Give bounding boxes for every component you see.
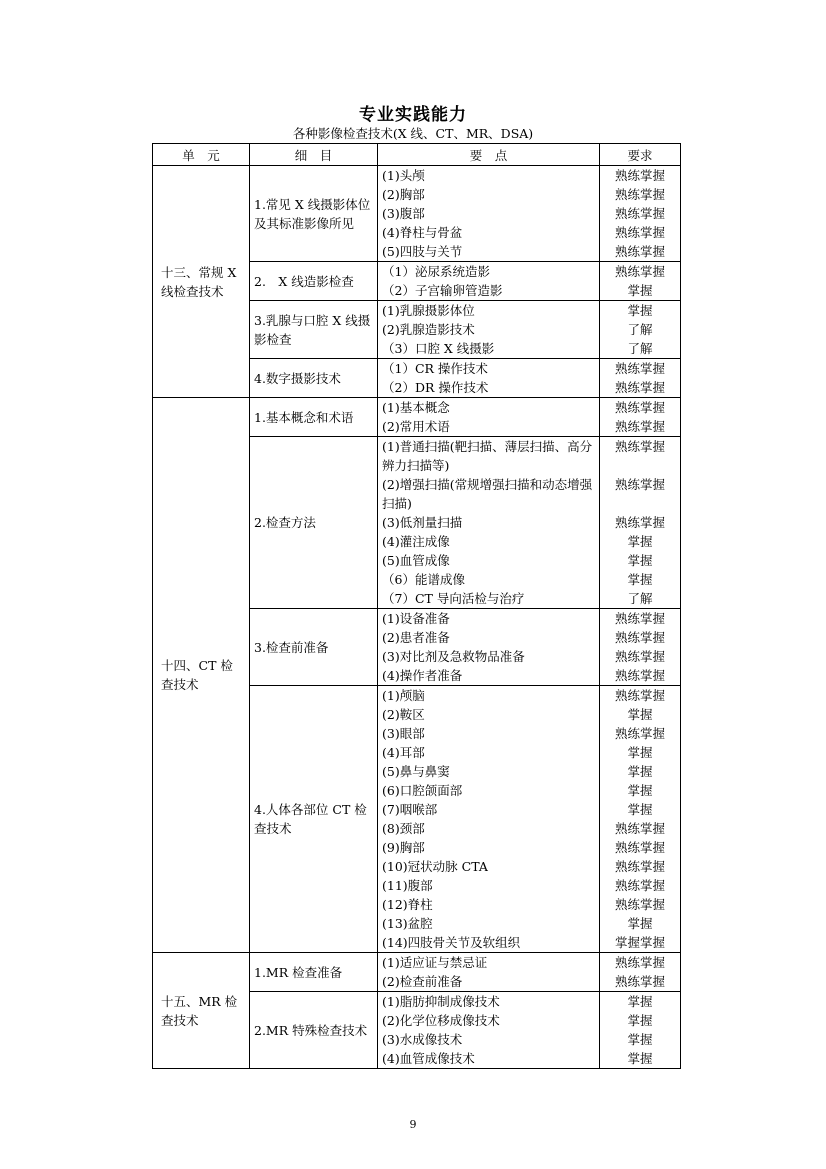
point-line: (2)患者准备	[382, 630, 450, 645]
requirement-line: 了解	[627, 322, 653, 337]
requirements-cell	[600, 953, 681, 992]
header-item: 细 目	[250, 144, 378, 166]
requirement-line: 掌握	[627, 283, 653, 298]
requirement-line: 熟练掌握	[614, 168, 665, 183]
requirement-line: 熟练掌握	[614, 264, 665, 279]
point-line: (2)鞍区	[382, 707, 425, 722]
point-line: (1)基本概念	[382, 400, 450, 415]
table-body	[153, 166, 681, 1069]
points-cell	[378, 686, 600, 953]
requirements-cell	[600, 437, 681, 609]
point-line: (12)脊柱	[382, 897, 433, 912]
requirement-line: 熟练掌握	[614, 380, 665, 395]
requirement-line: 熟练掌握	[614, 649, 665, 664]
header-requirement: 要求	[600, 144, 681, 166]
item-cell: 4.数字摄影技术	[250, 359, 378, 398]
requirement-line: 熟练掌握	[614, 840, 665, 855]
requirements-cell	[600, 992, 681, 1069]
item-cell: 1.常见 X 线摄影体位及其标准影像所见	[250, 166, 378, 262]
points-cell	[378, 609, 600, 686]
requirements-cell	[600, 609, 681, 686]
table-row	[153, 398, 681, 437]
requirement-line: 熟练掌握	[614, 897, 665, 912]
point-line: (3)腹部	[382, 206, 425, 221]
requirements-cell	[600, 262, 681, 301]
requirement-spacer	[600, 494, 680, 513]
point-line: (3)眼部	[382, 726, 425, 741]
point-line: （6）能谱成像	[382, 572, 465, 587]
point-line: (4)血管成像技术	[382, 1051, 475, 1066]
table-header-row	[153, 144, 681, 166]
requirement-line: 熟练掌握	[614, 400, 665, 415]
points-cell	[378, 359, 600, 398]
requirement-line: 掌握	[627, 783, 653, 798]
requirement-line: 了解	[627, 591, 653, 606]
point-line: （3）口腔 X 线摄影	[382, 341, 495, 356]
point-line: （1）泌尿系统造影	[382, 264, 490, 279]
requirement-line: 熟练掌握	[614, 439, 665, 454]
requirement-line: 掌握	[627, 1032, 653, 1047]
point-line: (5)四肢与关节	[382, 244, 463, 259]
point-line: (6)口腔颌面部	[382, 783, 463, 798]
point-line: (8)颈部	[382, 821, 425, 836]
point-line: (2)乳腺造影技术	[382, 322, 475, 337]
requirements-cell	[600, 398, 681, 437]
point-line: (4)脊柱与骨盆	[382, 225, 463, 240]
point-line: (1)脂肪抑制成像技术	[382, 994, 500, 1009]
item-cell: 1.基本概念和术语	[250, 398, 378, 437]
requirement-line: 掌握	[627, 534, 653, 549]
requirement-line: 掌握	[627, 707, 653, 722]
item-cell: 2. X 线造影检查	[250, 262, 378, 301]
unit-cell: 十四、CT 检查技术	[153, 398, 250, 953]
requirements-cell	[600, 166, 681, 262]
requirement-line: 熟练掌握	[614, 878, 665, 893]
item-cell: 2.MR 特殊检查技术	[250, 992, 378, 1069]
item-cell: 2.检查方法	[250, 437, 378, 609]
point-line: (2)化学位移成像技术	[382, 1013, 500, 1028]
points-cell	[378, 301, 600, 359]
requirement-line: 熟练掌握	[614, 187, 665, 202]
requirement-line: 熟练掌握	[614, 419, 665, 434]
point-line: (5)鼻与鼻窦	[382, 764, 450, 779]
point-line: (14)四肢骨关节及软组织	[382, 935, 521, 950]
point-line: (4)耳部	[382, 745, 425, 760]
points-cell	[378, 437, 600, 609]
requirement-line: 掌握	[627, 745, 653, 760]
requirement-line: 掌握	[627, 303, 653, 318]
point-line: (1)普通扫描(靶扫描、薄层扫描、高分辨力扫描等)	[382, 439, 593, 473]
requirement-line: 掌握	[627, 553, 653, 568]
point-line: (3)水成像技术	[382, 1032, 463, 1047]
item-cell: 4.人体各部位 CT 检查技术	[250, 686, 378, 953]
point-line: (4)灌注成像	[382, 534, 450, 549]
point-line: (1)头颅	[382, 168, 425, 183]
points-cell	[378, 992, 600, 1069]
page-title: 专业实践能力	[359, 105, 467, 125]
item-cell: 1.MR 检查准备	[250, 953, 378, 992]
points-cell	[378, 953, 600, 992]
table-subtitle: 各种影像检查技术(X 线、CT、MR、DSA)	[292, 126, 534, 141]
requirement-spacer	[600, 456, 680, 475]
point-line: (3)低剂量扫描	[382, 515, 463, 530]
requirement-line: 熟练掌握	[614, 361, 665, 376]
requirement-line: 掌握掌握	[614, 935, 665, 950]
point-line: (1)设备准备	[382, 611, 450, 626]
requirement-line: 熟练掌握	[614, 668, 665, 683]
point-line: (2)胸部	[382, 187, 425, 202]
table-row	[153, 166, 681, 262]
requirement-line: 掌握	[627, 764, 653, 779]
point-line: (1)适应证与禁忌证	[382, 955, 488, 970]
point-line: （2）DR 操作技术	[382, 380, 489, 395]
point-line: (5)血管成像	[382, 553, 450, 568]
requirement-line: 掌握	[627, 994, 653, 1009]
item-cell: 3.检查前准备	[250, 609, 378, 686]
requirement-line: 了解	[627, 341, 653, 356]
points-cell	[378, 262, 600, 301]
point-line: (1)乳腺摄影体位	[382, 303, 475, 318]
page-number: 9	[409, 1118, 417, 1131]
point-line: (4)操作者准备	[382, 668, 463, 683]
requirement-line: 熟练掌握	[614, 477, 665, 492]
requirement-line: 熟练掌握	[614, 515, 665, 530]
point-line: （7）CT 导向活检与治疗	[382, 591, 525, 606]
point-line: （2）子宫输卵管造影	[382, 283, 503, 298]
point-line: (9)胸部	[382, 840, 425, 855]
point-line: (1)颅脑	[382, 688, 425, 703]
requirement-line: 熟练掌握	[614, 859, 665, 874]
point-line: (13)盆腔	[382, 916, 433, 931]
point-line: (3)对比剂及急救物品准备	[382, 649, 525, 664]
point-line: (7)咽喉部	[382, 802, 438, 817]
requirement-line: 熟练掌握	[614, 974, 665, 989]
requirement-line: 掌握	[627, 802, 653, 817]
point-line: (2)检查前准备	[382, 974, 463, 989]
requirement-line: 掌握	[627, 572, 653, 587]
item-cell: 3.乳腺与口腔 X 线摄影检查	[250, 301, 378, 359]
syllabus-table	[152, 143, 681, 1069]
requirement-line: 熟练掌握	[614, 206, 665, 221]
table-row	[153, 953, 681, 992]
requirements-cell	[600, 301, 681, 359]
point-line: (10)冠状动脉 CTA	[382, 859, 488, 874]
requirements-cell	[600, 686, 681, 953]
requirement-line: 掌握	[627, 916, 653, 931]
requirement-line: 熟练掌握	[614, 630, 665, 645]
requirement-line: 熟练掌握	[614, 225, 665, 240]
unit-cell: 十三、常规 X 线检查技术	[153, 166, 250, 398]
point-line: （1）CR 操作技术	[382, 361, 488, 376]
points-cell	[378, 166, 600, 262]
requirement-line: 熟练掌握	[614, 955, 665, 970]
requirement-line: 掌握	[627, 1013, 653, 1028]
header-unit: 单 元	[153, 144, 250, 166]
point-line: (2)常用术语	[382, 419, 450, 434]
header-points: 要 点	[378, 144, 600, 166]
requirement-line: 熟练掌握	[614, 244, 665, 259]
requirements-cell	[600, 359, 681, 398]
requirement-line: 熟练掌握	[614, 726, 665, 741]
points-cell	[378, 398, 600, 437]
requirement-line: 熟练掌握	[614, 688, 665, 703]
requirement-line: 熟练掌握	[614, 611, 665, 626]
unit-cell: 十五、MR 检查技术	[153, 953, 250, 1069]
point-line: (11)腹部	[382, 878, 433, 893]
requirement-line: 熟练掌握	[614, 821, 665, 836]
requirement-line: 掌握	[627, 1051, 653, 1066]
point-line: (2)增强扫描(常规增强扫描和动态增强扫描)	[382, 477, 593, 511]
